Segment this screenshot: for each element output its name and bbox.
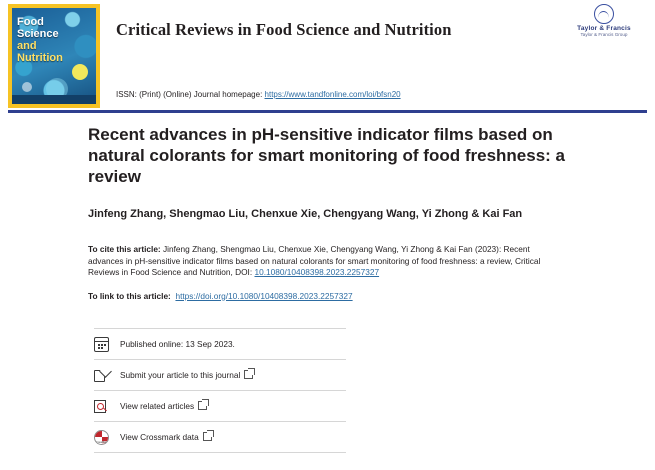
header-divider — [8, 110, 647, 113]
citation-text: Jinfeng Zhang, Shengmao Liu, Chenxue Xie, Chengyang Wang, Yi Zhong & Kai Fan (2023): Recent advances in pH-sensitive indicator films based on natural colorants for smart monitoring of food freshness: a review, Critical Reviews in Food Science and Nutrition, DOI: — [88, 244, 541, 277]
citation-label: To cite this article: — [88, 244, 161, 254]
external-link-icon — [203, 432, 212, 441]
calendar-icon — [94, 337, 120, 352]
article-authors: Jinfeng Zhang, Shengmao Liu, Chenxue Xie, Chengyang Wang, Yi Zhong & Kai Fan — [88, 208, 523, 220]
external-link-icon — [244, 370, 253, 379]
cover-artwork — [12, 8, 96, 104]
taylor-francis-bridge-icon — [594, 4, 614, 24]
journal-masthead — [0, 0, 655, 112]
article-doi-url[interactable]: https://doi.org/10.1080/10408398.2023.2257327 — [175, 290, 353, 301]
publisher-name: Taylor & Francis — [577, 25, 631, 32]
cover-bubble-icon — [72, 64, 88, 80]
article-link-block — [88, 291, 567, 303]
crossmark-icon — [94, 430, 120, 445]
issn-homepage-line — [116, 90, 401, 99]
cover-title-line4: Nutrition — [17, 52, 63, 64]
journal-homepage-link[interactable]: https://www.tandfonline.com/loi/bfsn20 — [264, 90, 401, 99]
issn-prefix: ISSN: (Print) (Online) Journal homepage: — [116, 90, 265, 99]
cover-title-line2: Science — [17, 28, 59, 40]
submit-article-row[interactable] — [94, 360, 346, 391]
external-link-icon — [198, 401, 207, 410]
cover-bubble-icon — [22, 82, 32, 92]
publisher-logo — [561, 4, 647, 38]
journal-cover-thumbnail — [8, 4, 100, 108]
journal-title: Critical Reviews in Food Science and Nutrition — [116, 20, 452, 39]
cover-footer-band — [12, 95, 96, 104]
cover-title — [17, 16, 91, 64]
published-online-row — [94, 328, 346, 360]
crossmark-badge-label: CrossMark — [95, 440, 108, 444]
citation-doi-link[interactable]: 10.1080/10408398.2023.2257327 — [254, 267, 380, 277]
related-articles-text: View related articles — [120, 401, 195, 411]
crossmark-label — [120, 432, 346, 442]
publisher-group: Taylor & Francis Group — [580, 32, 628, 37]
cover-title-line1: Food — [17, 16, 44, 28]
article-actions-list — [94, 328, 346, 453]
submit-article-icon — [94, 368, 120, 383]
article-content — [0, 116, 655, 470]
published-online-label: Published online: 13 Sep 2023. — [120, 339, 235, 349]
submit-article-text: Submit your article to this journal — [120, 370, 241, 380]
article-title: Recent advances in pH-sensitive indicator films based on natural colorants for smart monitoring of food freshness: a review — [88, 125, 565, 186]
cover-title-line3: and — [17, 40, 37, 52]
crossmark-row[interactable] — [94, 422, 346, 453]
submit-article-label — [120, 370, 346, 380]
related-articles-row[interactable] — [94, 391, 346, 422]
related-articles-label — [120, 401, 346, 411]
related-articles-icon — [94, 399, 120, 414]
citation-block — [88, 244, 567, 279]
article-link-label: To link to this article: — [88, 290, 171, 301]
crossmark-text: View Crossmark data — [120, 432, 199, 442]
